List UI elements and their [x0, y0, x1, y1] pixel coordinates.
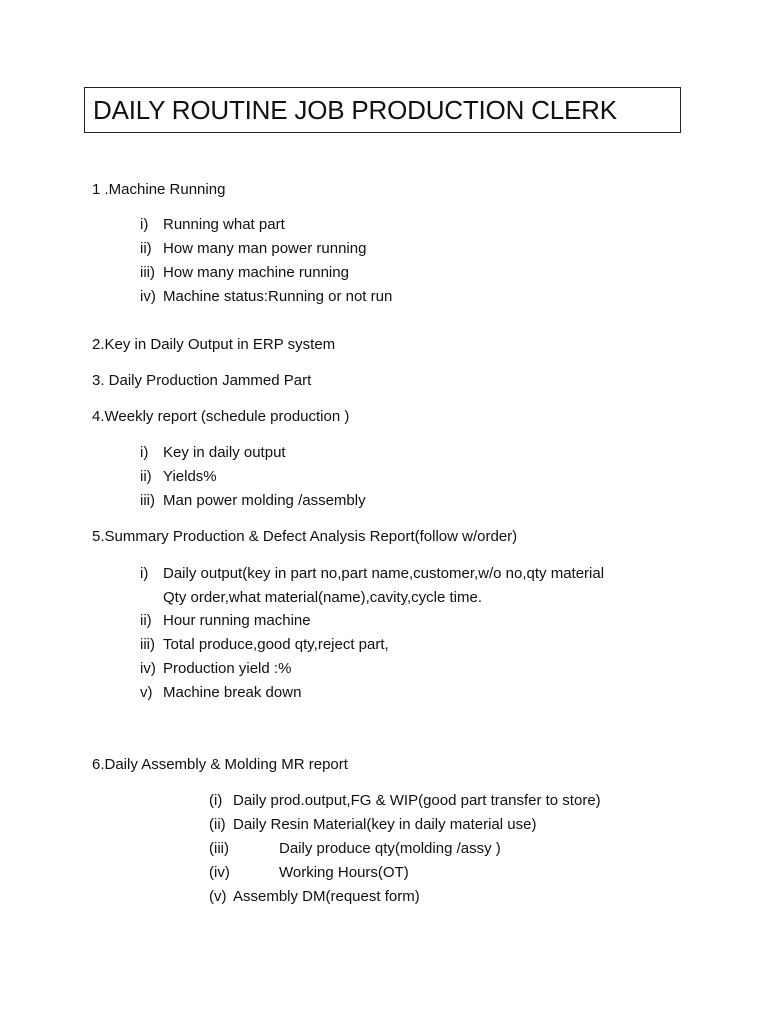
section-2-heading: 2.Key in Daily Output in ERP system — [92, 336, 336, 353]
title-box — [84, 87, 681, 133]
section-5-heading: 5.Summary Production & Defect Analysis Report(follow w/order) — [92, 528, 518, 545]
section-6-heading: 6.Daily Assembly & Molding MR report — [92, 756, 348, 773]
section-3-heading: 3. Daily Production Jammed Part — [92, 372, 312, 389]
section-1-heading: 1 .Machine Running — [92, 181, 226, 198]
document-title: DAILY ROUTINE JOB PRODUCTION CLERK — [93, 95, 617, 125]
list-item-continuation: Qty order,what material(name),cavity,cycle time. — [163, 589, 482, 606]
section-4-heading: 4.Weekly report (schedule production ) — [92, 408, 350, 425]
